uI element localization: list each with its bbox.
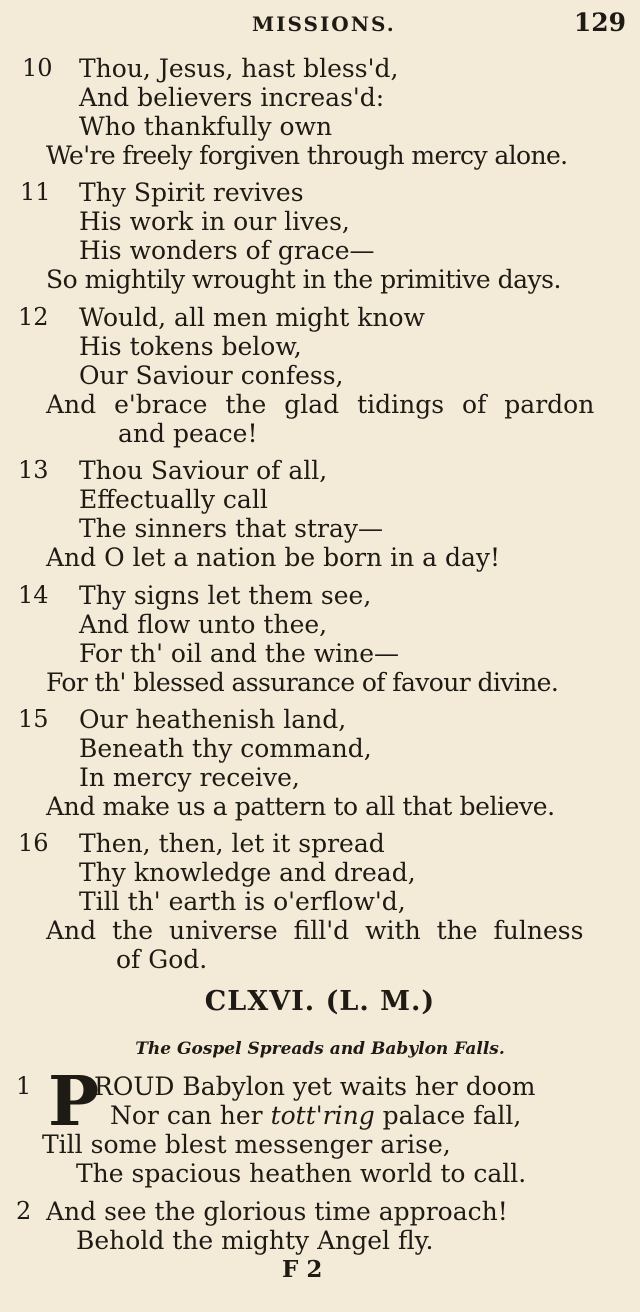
drop-cap: P <box>48 1062 100 1142</box>
verse-line: And flow unto thee, <box>79 610 328 639</box>
verse-number: 13 <box>18 456 49 484</box>
verse-line: His tokens below, <box>79 332 302 361</box>
verse-number: 16 <box>18 829 49 857</box>
stanza-line: The spacious heathen world to call. <box>76 1159 527 1188</box>
verse-line: For th' oil and the wine— <box>79 639 400 668</box>
verse-line: Thou, Jesus, hast bless'd, <box>79 54 399 83</box>
stanza-line: Till some blest messenger arise, <box>42 1130 451 1159</box>
stanza-line: Behold the mighty Angel fly. <box>76 1226 434 1255</box>
stanza-number: 2 <box>16 1197 32 1225</box>
verse-line: Effectually call <box>79 485 268 514</box>
verse-line: Thy knowledge and dread, <box>79 858 416 887</box>
verse-line: And e'brace the glad tidings of pardon <box>46 390 595 419</box>
stanza-line <box>110 1101 521 1130</box>
verse-number: 12 <box>18 303 49 331</box>
verse-line: Beneath thy command, <box>79 734 372 763</box>
verse-line: His work in our lives, <box>79 207 350 236</box>
verse-line: We're freely forgiven through mercy alone. <box>46 141 568 170</box>
verse-line: Our heathenish land, <box>79 705 347 734</box>
verse-line: Who thankfully own <box>79 112 333 141</box>
signature-mark: F 2 <box>282 1256 323 1283</box>
verse-number: 11 <box>20 178 51 206</box>
verse-line: His wonders of grace— <box>79 236 375 265</box>
verse-line: Our Saviour confess, <box>79 361 344 390</box>
stanza-text: palace fall, <box>374 1101 522 1130</box>
verse-line: And make us a pattern to all that believe. <box>46 792 555 821</box>
stanza-line: ROUD Babylon yet waits her doom <box>94 1072 536 1101</box>
verse-number: 14 <box>18 581 49 609</box>
stanza-italic-word: tott'ring <box>270 1101 375 1130</box>
stanza-number: 1 <box>16 1072 32 1100</box>
verse-line: And the universe fill'd with the fulness <box>46 916 584 945</box>
verse-line: And O let a nation be born in a day! <box>46 543 501 572</box>
verse-line: Till th' earth is o'erflow'd, <box>79 887 406 916</box>
verse-line: And believers increas'd: <box>79 83 385 112</box>
hymn-heading: CLXVI. (L. M.) <box>204 986 436 1017</box>
hymn-subtitle: The Gospel Spreads and Babylon Falls. <box>135 1039 505 1059</box>
verse-line: Thy Spirit revives <box>79 178 304 207</box>
verse-line: The sinners that stray— <box>79 514 383 543</box>
verse-number: 10 <box>22 54 53 82</box>
verse-line: of God. <box>116 945 208 974</box>
stanza-text: Nor can her <box>110 1101 271 1130</box>
verse-line: So mightily wrought in the primitive days. <box>46 265 561 294</box>
verse-line: Thy signs let them see, <box>79 581 372 610</box>
verse-line: Then, then, let it spread <box>79 829 385 858</box>
page-number: 129 <box>573 8 626 37</box>
verse-number: 15 <box>18 705 49 733</box>
verse-line: Would, all men might know <box>79 303 425 332</box>
verse-line: For th' blessed assurance of favour divine. <box>46 668 559 697</box>
running-title: MISSIONS. <box>252 12 396 36</box>
verse-line: Thou Saviour of all, <box>79 456 328 485</box>
verse-line: and peace! <box>118 419 258 448</box>
running-head <box>0 8 640 40</box>
verse-line: In mercy receive, <box>79 763 300 792</box>
stanza-line: And see the glorious time approach! <box>46 1197 508 1226</box>
